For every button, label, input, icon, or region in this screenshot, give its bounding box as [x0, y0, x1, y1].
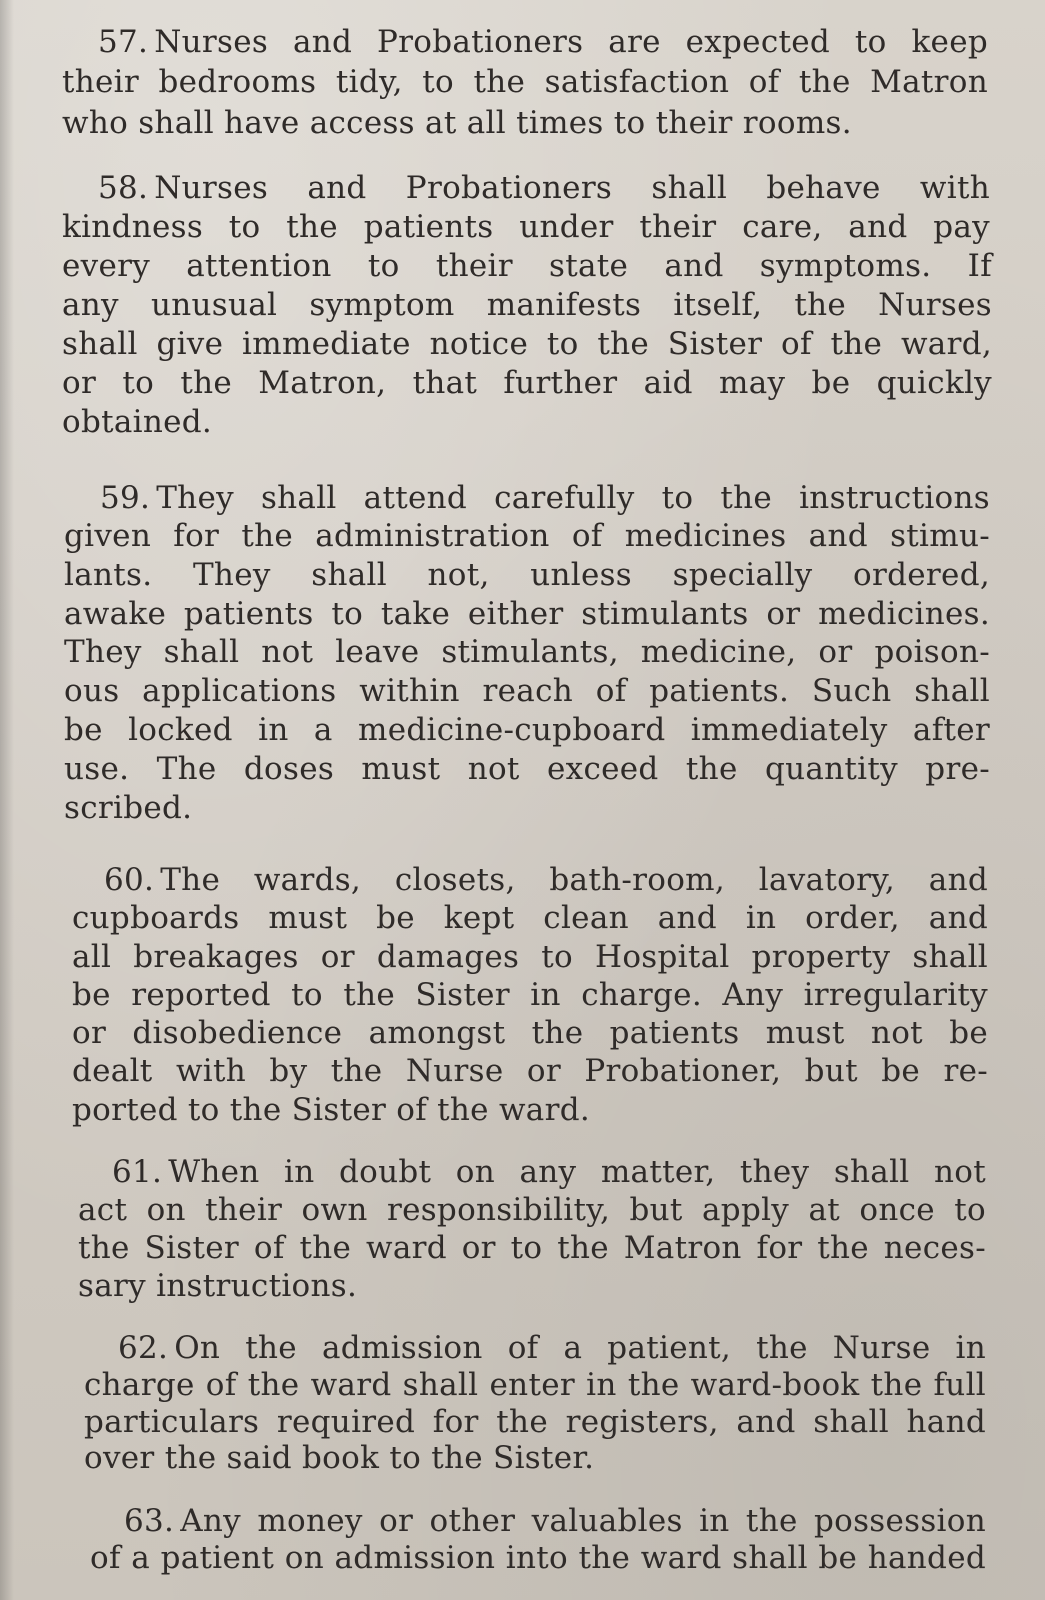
rule-58-line-4: any unusual symptom manifests itself, the Nurses: [62, 287, 992, 323]
rule-58-line-2: kindness to the patients under their care, and pay: [62, 209, 990, 245]
rule-58-line-1: 58. Nurses and Probationers shall behave with: [98, 170, 990, 206]
rule-57-line-3: who shall have access at all times to their rooms.: [62, 105, 852, 141]
rule-61-line-3: the Sister of the ward or to the Matron for the neces-: [78, 1230, 986, 1266]
rule-60-line-2: cupboards must be kept clean and in order, and: [72, 900, 988, 936]
rule-58-line-5: shall give immediate notice to the Sister of the ward,: [62, 326, 992, 362]
rule-59-line-2: given for the administration of medicines and stimu-: [64, 518, 990, 554]
rule-60-line-6: dealt with by the Nurse or Probationer, but be re-: [72, 1053, 988, 1089]
rule-63-line-2: of a patient on admission into the ward shall be handed: [90, 1540, 986, 1576]
rule-62-number: 62.: [118, 1330, 169, 1366]
rule-58-line-7: obtained.: [62, 404, 213, 440]
rule-59-line-5: They shall not leave stimulants, medicine, or poison-: [64, 634, 990, 670]
rule-62-line-2: charge of the ward shall enter in the ward-book the full: [84, 1367, 986, 1403]
rule-60-line-4: be reported to the Sister in charge. Any irregularity: [72, 977, 988, 1013]
rule-60-line-5: or disobedience amongst the patients must not be: [72, 1015, 988, 1051]
rule-58-line-6: or to the Matron, that further aid may be quickly: [62, 365, 992, 401]
rule-60-number: 60.: [104, 862, 155, 898]
rule-59-line-3: lants. They shall not, unless specially ordered,: [64, 557, 990, 593]
rule-62-line-4: over the said book to the Sister.: [84, 1440, 595, 1476]
rule-60-line-1: 60. The wards, closets, bath-room, lavatory, and: [104, 862, 988, 898]
rule-57-line-1: 57. Nurses and Probationers are expected to keep: [98, 24, 988, 60]
rule-59-line-6: ous applications within reach of patients. Such shall: [64, 673, 990, 709]
rule-57-line-2: their bedrooms tidy, to the satisfaction of the Matron: [62, 64, 988, 100]
rule-59-line-7: be locked in a medicine-cupboard immediately after: [64, 712, 990, 748]
rule-57-number: 57.: [98, 24, 149, 60]
rule-61-line-4: sary instructions.: [78, 1268, 358, 1304]
rule-58-number: 58.: [98, 170, 149, 206]
rule-59-line-9: scribed.: [64, 790, 193, 826]
rule-59-line-4: awake patients to take either stimulants or medicines.: [64, 596, 990, 632]
rule-62-line-1: 62. On the admission of a patient, the Nurse in: [118, 1330, 986, 1366]
rule-61-number: 61.: [112, 1154, 163, 1190]
rule-63-line-1: 63. Any money or other valuables in the possession: [124, 1503, 986, 1539]
rule-60-line-7: ported to the Sister of the ward.: [72, 1092, 591, 1128]
rule-59-number: 59.: [100, 480, 151, 516]
rule-61-line-2: act on their own responsibility, but apply at once to: [78, 1192, 986, 1228]
rule-59-line-8: use. The doses must not exceed the quantity pre-: [64, 751, 990, 787]
rule-62-line-3: particulars required for the registers, and shall hand: [84, 1404, 986, 1440]
rule-60-line-3: all breakages or damages to Hospital property shall: [72, 939, 988, 975]
rule-58-line-3: every attention to their state and symptoms. If: [62, 248, 992, 284]
rule-61-line-1: 61. When in doubt on any matter, they shall not: [112, 1154, 986, 1190]
rule-63-number: 63.: [124, 1503, 175, 1539]
rule-59-line-1: 59. They shall attend carefully to the instructions: [100, 480, 990, 516]
